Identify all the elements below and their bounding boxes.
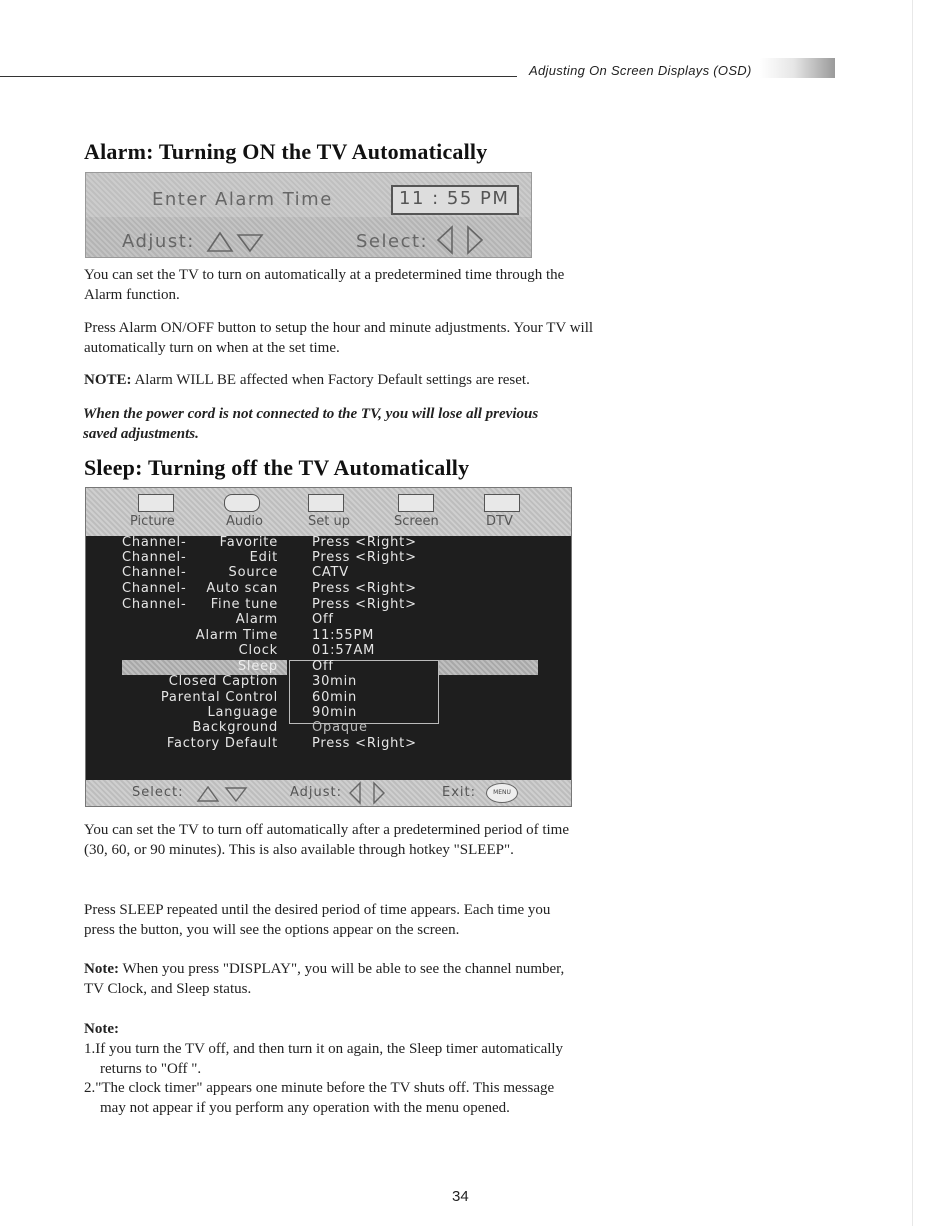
audio-tab-icon bbox=[224, 494, 260, 512]
alarm-para-2: Press Alarm ON/OFF button to setup the hour and minute adjustments. Your TV will automatically turn on when at the set time. bbox=[84, 320, 594, 356]
menu-row-value: Press <Right> bbox=[312, 597, 417, 612]
menu-row-label: Factory Default bbox=[166, 736, 278, 751]
menu-row-value: 01:57AM bbox=[312, 643, 376, 658]
alarm-title: Alarm: Turning ON the TV Automatically bbox=[84, 139, 488, 164]
setup-menu-screen bbox=[85, 487, 572, 807]
left-right-arrows-icon bbox=[436, 225, 488, 255]
sleep-para-2: Press SLEEP repeated until the desired period of time appears. Each time you press the button, you will see the options appear on the screen. bbox=[84, 902, 551, 938]
menu-row-label: Fine tune bbox=[210, 597, 278, 612]
alarm-osd-screen bbox=[85, 172, 532, 258]
menu-row-label-sleep: Sleep bbox=[237, 659, 278, 674]
header-rule bbox=[0, 76, 517, 77]
sleep-highlight-bar-right bbox=[438, 660, 538, 675]
menu-row-label: Source bbox=[228, 565, 278, 580]
alarm-note bbox=[84, 370, 604, 390]
menu-row-value: Off bbox=[312, 612, 334, 627]
sleep-title: Sleep: Turning off the TV Automatically bbox=[84, 455, 470, 480]
sleep-option-off: Off bbox=[312, 659, 334, 674]
section-header: Adjusting On Screen Displays (OSD) bbox=[529, 63, 752, 78]
screen-tab-icon bbox=[398, 494, 434, 512]
tab-audio: Audio bbox=[226, 514, 263, 529]
menu-row-label: Parental Control bbox=[160, 690, 278, 705]
left-right-arrows-icon bbox=[348, 781, 390, 805]
menu-row-label: Alarm Time bbox=[195, 628, 278, 643]
alarm-select-label: Select: bbox=[356, 231, 429, 252]
menu-hint-bar bbox=[86, 780, 571, 806]
sleep-note-1-text: When you press "DISPLAY", you will be able to see the channel number, TV Clock, and Sleep status. bbox=[84, 961, 565, 997]
sleep-option-90: 90min bbox=[312, 705, 358, 720]
sleep-option-60: 60min bbox=[312, 690, 358, 705]
menu-row-prefix: Channel- bbox=[122, 581, 187, 596]
menu-row-label: Clock bbox=[238, 643, 278, 658]
page-number: 34 bbox=[452, 1188, 469, 1205]
menu-row-value: Opaque bbox=[312, 720, 368, 735]
alarm-adjust-label: Adjust: bbox=[122, 231, 195, 252]
alarm-note-text: Alarm WILL BE affected when Factory Default settings are reset. bbox=[131, 372, 530, 388]
menu-row-prefix: Channel- bbox=[122, 597, 187, 612]
tab-picture: Picture bbox=[130, 514, 175, 529]
tab-screen: Screen bbox=[394, 514, 439, 529]
menu-select-label: Select: bbox=[132, 785, 184, 800]
up-down-arrows-icon bbox=[196, 783, 250, 803]
menu-row-label: Favorite bbox=[219, 535, 278, 550]
menu-row-value: Press <Right> bbox=[312, 736, 417, 751]
menu-tab-bar bbox=[86, 488, 571, 536]
sleep-option-30: 30min bbox=[312, 674, 358, 689]
header-tab-shade bbox=[760, 58, 835, 78]
menu-row-label: Edit bbox=[249, 550, 278, 565]
up-down-arrows-icon bbox=[206, 229, 266, 253]
menu-row-value: Press <Right> bbox=[312, 535, 417, 550]
menu-row-value: Press <Right> bbox=[312, 550, 417, 565]
menu-exit-label: Exit: bbox=[442, 785, 476, 800]
sleep-note-1-label: Note: bbox=[84, 961, 119, 977]
menu-row-prefix: Channel- bbox=[122, 535, 187, 550]
menu-row-label: Language bbox=[207, 705, 278, 720]
alarm-para-1: You can set the TV to turn on automatically at a predetermined time through the Alarm function. bbox=[84, 267, 565, 303]
alarm-time-value: 11 : 55 PM bbox=[399, 188, 510, 209]
sleep-note-2-label: Note: bbox=[84, 1021, 119, 1037]
tab-dtv: DTV bbox=[486, 514, 513, 529]
menu-row-label: Auto scan bbox=[206, 581, 278, 596]
menu-adjust-label: Adjust: bbox=[290, 785, 343, 800]
alarm-time-field bbox=[391, 185, 519, 215]
menu-row-prefix: Channel- bbox=[122, 565, 187, 580]
menu-row-value: 11:55PM bbox=[312, 628, 375, 643]
sleep-note-1 bbox=[84, 959, 579, 999]
sleep-para-1: You can set the TV to turn off automatically after a predetermined period of time (30, 60, or 90 minutes). This is also available through hotkey "SLEEP". bbox=[84, 822, 570, 858]
sleep-note-2-item-1: 1.If you turn the TV off, and then turn it on again, the Sleep timer automatically returns to "Off ". bbox=[84, 1041, 564, 1077]
dtv-tab-icon bbox=[484, 494, 520, 512]
alarm-note-label: NOTE: bbox=[84, 372, 132, 388]
menu-row-prefix: Channel- bbox=[122, 550, 187, 565]
menu-row-label: Closed Caption bbox=[168, 674, 278, 689]
power-cord-warning: When the power cord is not connected to the TV, you will lose all previous saved adjustments. bbox=[83, 406, 539, 442]
alarm-prompt: Enter Alarm Time bbox=[152, 189, 333, 210]
page-edge bbox=[912, 0, 913, 1226]
picture-tab-icon bbox=[138, 494, 174, 512]
menu-row-value: Press <Right> bbox=[312, 581, 417, 596]
menu-row-value: CATV bbox=[312, 565, 349, 580]
menu-row-label: Background bbox=[192, 720, 278, 735]
menu-key-icon: MENU bbox=[486, 783, 518, 803]
sleep-note-2-item-2: 2."The clock timer" appears one minute before the TV shuts off. This message may not appear if you perform any operation with the menu opened. bbox=[84, 1080, 555, 1116]
menu-row-label: Alarm bbox=[235, 612, 278, 627]
setup-tab-icon bbox=[308, 494, 344, 512]
tab-setup: Set up bbox=[308, 514, 350, 529]
